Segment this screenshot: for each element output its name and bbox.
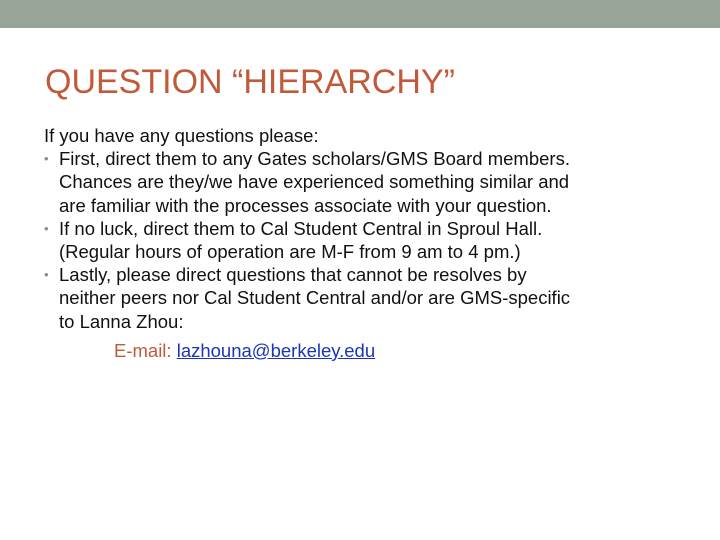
bullet-line: to Lanna Zhou: — [59, 310, 184, 332]
email-link[interactable]: lazhouna@berkeley.edu — [176, 339, 376, 361]
bullet-line: neither peers nor Cal Student Central and/or are GMS-specific — [59, 287, 571, 309]
bullet-line: are familiar with the processes associate with your question. — [59, 194, 552, 216]
bullet-item-lanna-zhou — [44, 263, 684, 333]
bullet-line: (Regular hours of operation are M-F from 9 am to 4 pm.) — [59, 241, 521, 263]
slide-title: QUESTION “HIERARCHY” — [45, 63, 455, 101]
top-accent-bar — [0, 0, 720, 28]
slide-body — [44, 124, 684, 362]
intro-text: If you have any questions please: — [44, 125, 319, 146]
bullet-line: First, direct them to any Gates scholars/GMS Board members. — [59, 148, 570, 170]
bullet-item-student-central — [44, 217, 684, 263]
bullet-icon: • — [44, 151, 49, 167]
email-row — [44, 339, 684, 362]
bullet-list — [44, 147, 684, 333]
bullet-line: Lastly, please direct questions that cannot be resolves by — [59, 264, 527, 286]
bullet-item-gates-scholars — [44, 147, 684, 217]
bullet-line: Chances are they/we have experienced something similar and — [59, 171, 570, 193]
email-label: E-mail: — [114, 339, 177, 361]
bullet-line: If no luck, direct them to Cal Student Central in Sproul Hall. — [59, 217, 543, 239]
bullet-icon: • — [44, 267, 49, 283]
bullet-icon: • — [44, 220, 49, 236]
